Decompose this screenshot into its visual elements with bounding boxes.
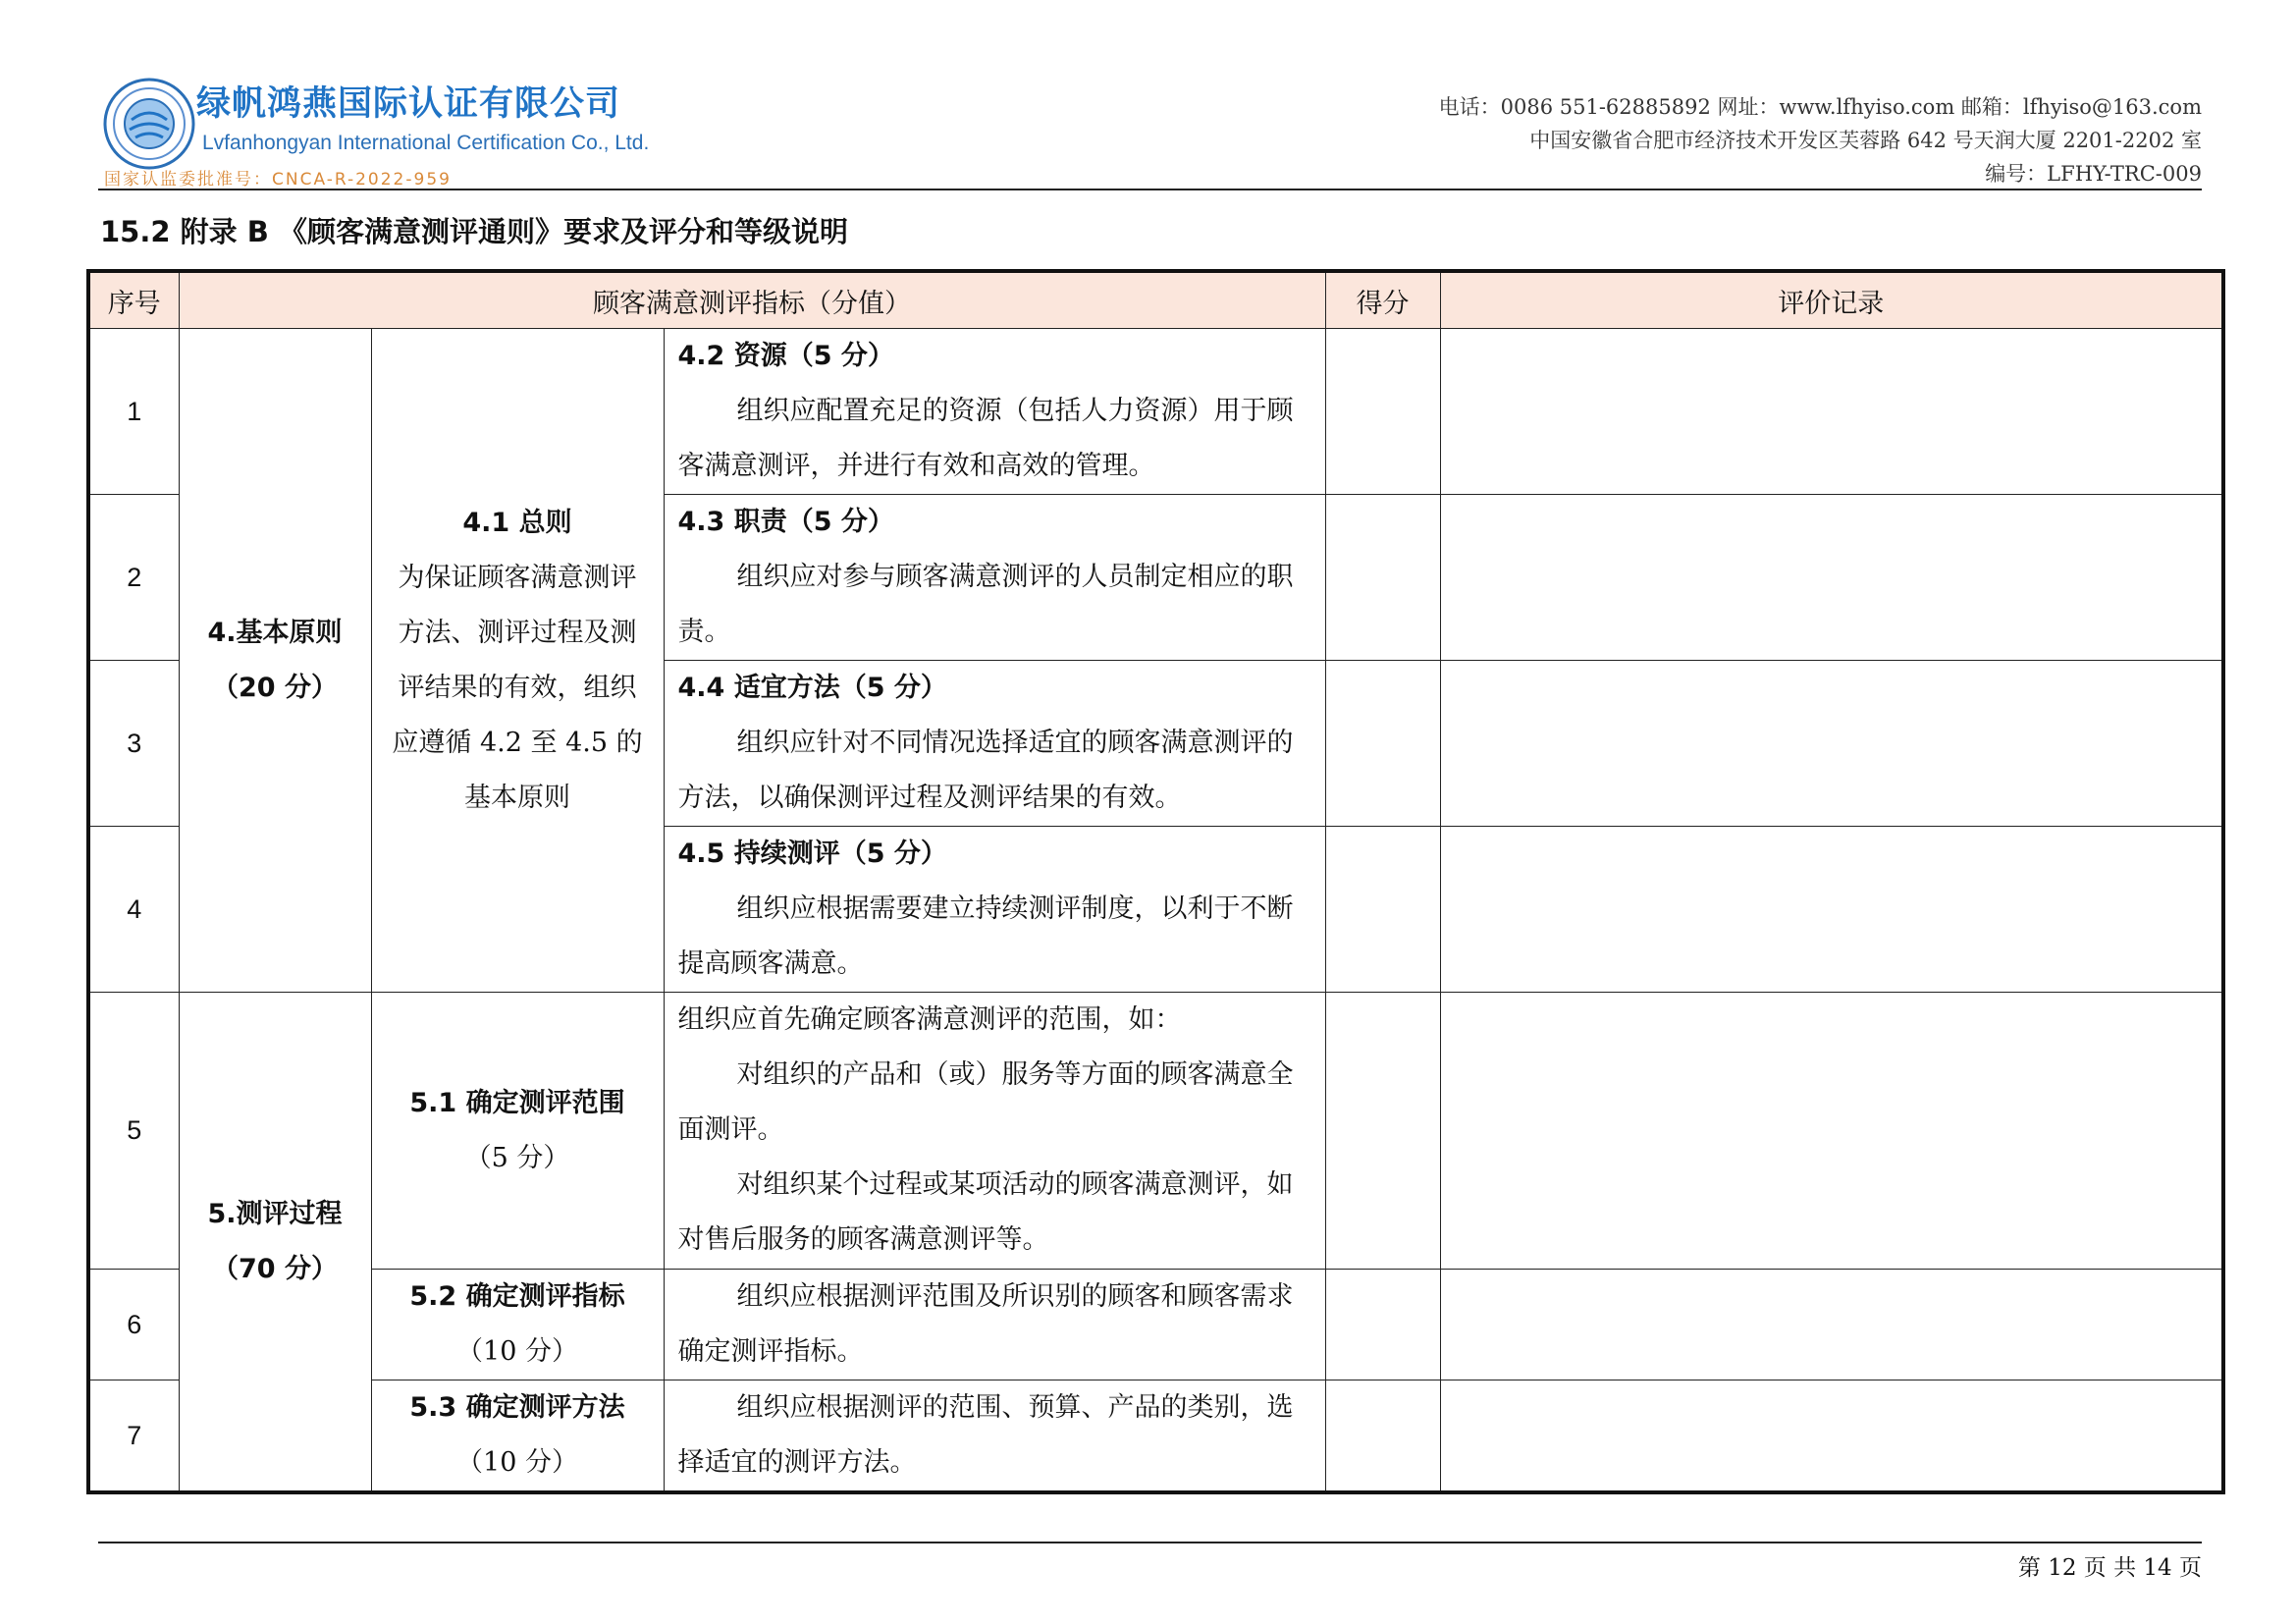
score-cell[interactable] (1325, 329, 1440, 495)
indicator-text: 组织应根据测评的范围、预算、产品的类别，选择适宜的测评方法。 (677, 1392, 1294, 1478)
header-record: 评价记录 (1440, 271, 2223, 329)
approval-number: 国家认监委批准号：CNCA-R-2022-959 (104, 170, 452, 189)
indicator-cell (664, 993, 1325, 1270)
table-header-row (88, 271, 2223, 329)
globe-seal-icon (102, 77, 196, 171)
company-name-en: Lvfanhongyan International Certification Co., Ltd. (202, 132, 650, 154)
evaluation-table (86, 269, 2225, 1494)
subcategory-points: （10 分） (456, 1447, 578, 1478)
table-row (88, 329, 2223, 495)
company-logo (102, 75, 650, 189)
indicator-cell (664, 329, 1325, 495)
indicator-text: 对组织某个过程或某项活动的顾客满意测评，如对售后服务的顾客满意测评等。 (677, 1169, 1294, 1255)
company-name-cn: 绿帆鸿燕国际认证有限公司 (196, 84, 621, 124)
category-evaluation-process (179, 993, 371, 1493)
subcategory-title: 4.1 总则 (462, 507, 572, 538)
indicator-title: 4.4 适宜方法（5 分） (677, 673, 947, 703)
record-cell[interactable] (1440, 1380, 2223, 1493)
subcategory-text: 为保证顾客满意测评方法、测评过程及测评结果的有效，组织应遵循 4.2 至 4.5 的基本原则 (392, 562, 643, 813)
subcategory-title: 5.3 确定测评方法 (409, 1392, 625, 1423)
subcategory-general (371, 329, 664, 993)
indicator-title: 4.2 资源（5 分） (677, 341, 894, 371)
subcategory-title: 5.1 确定测评范围 (409, 1087, 625, 1118)
subcategory-scope (371, 993, 664, 1270)
category-points: （20 分） (212, 672, 338, 703)
score-cell[interactable] (1325, 495, 1440, 661)
header-seq: 序号 (88, 271, 179, 329)
score-cell[interactable] (1325, 1380, 1440, 1493)
indicator-cell (664, 827, 1325, 993)
subcategory-points: （5 分） (464, 1142, 570, 1173)
indicator-text: 组织应根据测评范围及所识别的顾客和顾客需求确定测评指标。 (677, 1281, 1294, 1367)
indicator-text: 组织应配置充足的资源（包括人力资源）用于顾客满意测评，并进行有效和高效的管理。 (677, 396, 1294, 481)
row-number: 1 (88, 329, 179, 495)
indicator-title: 4.5 持续测评（5 分） (677, 839, 947, 869)
indicator-text: 组织应根据需要建立持续测评制度，以利于不断提高顾客满意。 (677, 893, 1294, 979)
table-row (88, 1380, 2223, 1493)
indicator-cell (664, 661, 1325, 827)
address-line: 中国安徽省合肥市经济技术开发区芙蓉路 642 号天润大厦 2201-2202 室 (1529, 129, 2202, 152)
row-number: 6 (88, 1270, 179, 1380)
row-number: 3 (88, 661, 179, 827)
record-cell[interactable] (1440, 993, 2223, 1270)
indicator-text: 对组织的产品和（或）服务等方面的顾客满意全面测评。 (677, 1059, 1294, 1145)
indicator-cell (664, 1380, 1325, 1493)
header-divider (98, 189, 2202, 190)
subcategory-indicators (371, 1270, 664, 1380)
indicator-cell (664, 1270, 1325, 1380)
score-cell[interactable] (1325, 993, 1440, 1270)
contact-line: 电话：0086 551-62885892 网址：www.lfhyiso.com 邮箱：lfhyiso@163.com (1438, 95, 2202, 119)
score-cell[interactable] (1325, 1270, 1440, 1380)
subcategory-methods (371, 1380, 664, 1493)
section-title: 15.2 附录 B 《顾客满意测评通则》要求及评分和等级说明 (100, 215, 848, 248)
record-cell[interactable] (1440, 495, 2223, 661)
subcategory-title: 5.2 确定测评指标 (409, 1281, 625, 1312)
footer-divider (98, 1542, 2202, 1543)
record-cell[interactable] (1440, 661, 2223, 827)
category-title: 5.测评过程 (207, 1198, 343, 1229)
document-code: 编号：LFHY-TRC-009 (1985, 162, 2202, 186)
score-cell[interactable] (1325, 827, 1440, 993)
indicator-text: 组织应对参与顾客满意测评的人员制定相应的职责。 (677, 562, 1294, 647)
header-score: 得分 (1325, 271, 1440, 329)
subcategory-points: （10 分） (456, 1336, 578, 1367)
row-number: 2 (88, 495, 179, 661)
category-basic-principles (179, 329, 371, 993)
page-number: 第 12 页 共 14 页 (2017, 1555, 2202, 1581)
category-points: （70 分） (212, 1253, 338, 1284)
record-cell[interactable] (1440, 1270, 2223, 1380)
table-row (88, 993, 2223, 1270)
row-number: 7 (88, 1380, 179, 1493)
record-cell[interactable] (1440, 827, 2223, 993)
indicator-cell (664, 495, 1325, 661)
row-number: 5 (88, 993, 179, 1270)
row-number: 4 (88, 827, 179, 993)
contact-block (1439, 90, 2202, 190)
indicator-text: 组织应针对不同情况选择适宜的顾客满意测评的方法，以确保测评过程及测评结果的有效。 (677, 728, 1294, 813)
indicator-text: 组织应首先确定顾客满意测评的范围，如： (677, 1004, 1182, 1035)
score-cell[interactable] (1325, 661, 1440, 827)
header-indicator: 顾客满意测评指标（分值） (179, 271, 1325, 329)
indicator-title: 4.3 职责（5 分） (677, 507, 894, 537)
category-title: 4.基本原则 (207, 617, 343, 648)
table-row (88, 1270, 2223, 1380)
record-cell[interactable] (1440, 329, 2223, 495)
